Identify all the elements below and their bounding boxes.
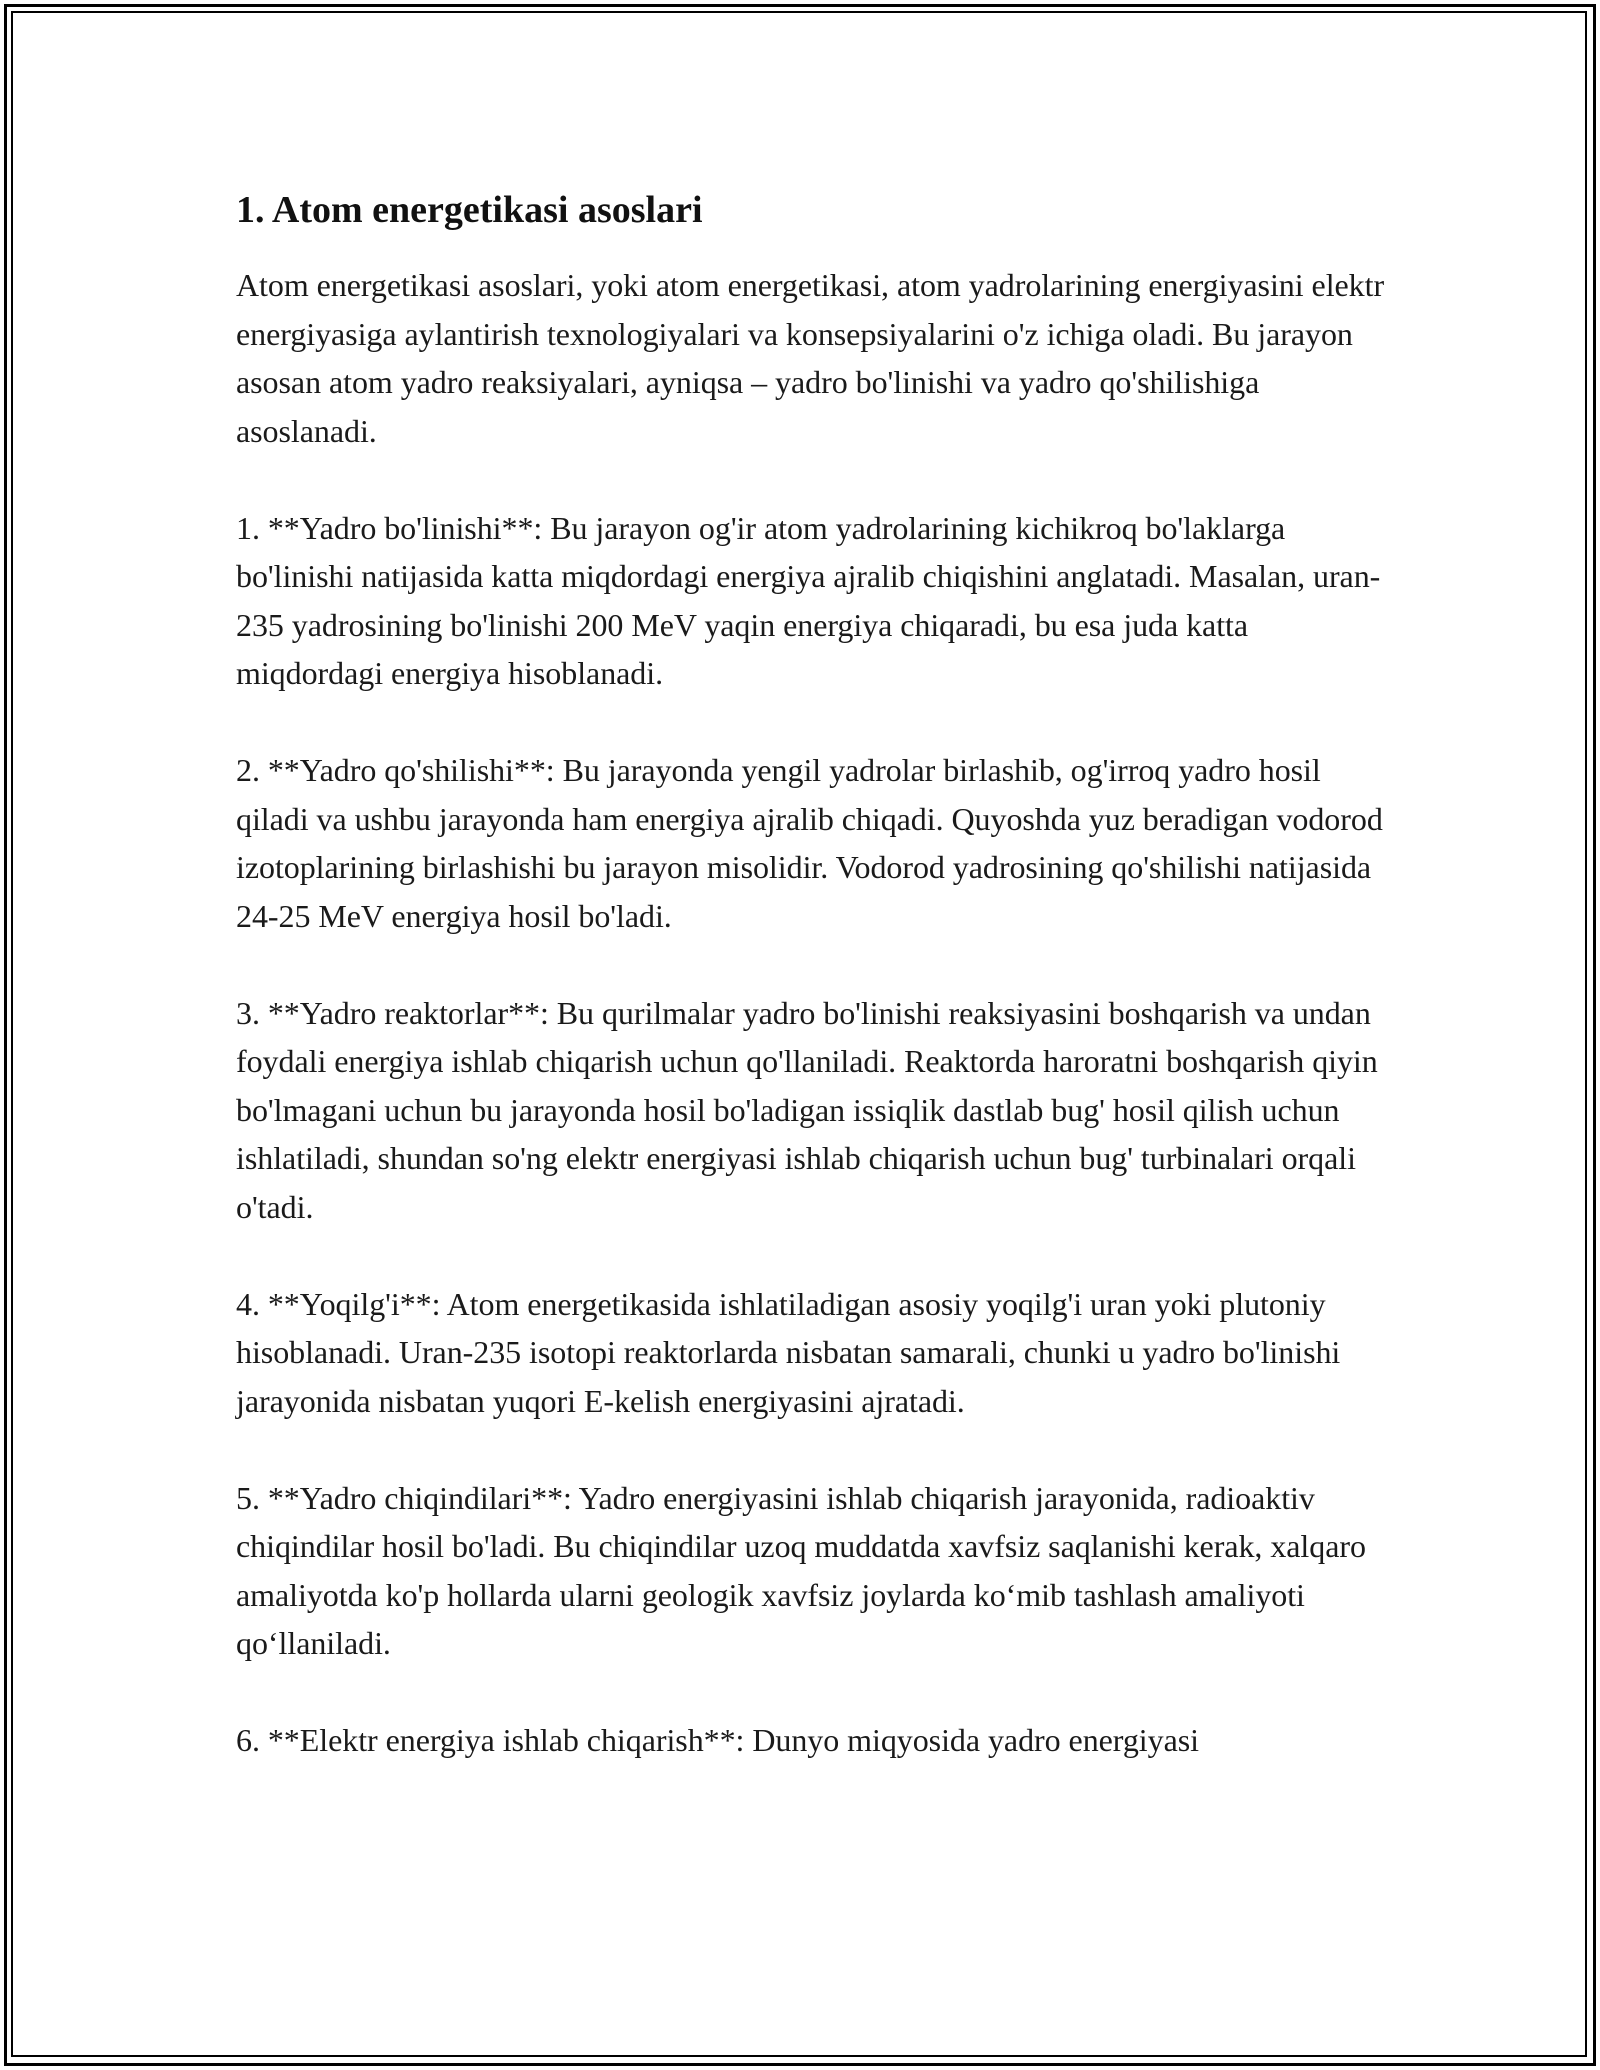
document-body [236,186,1386,1813]
list-item-yadro-chiqindilari: 5. **Yadro chiqindilari**: Yadro energiyasini ishlab chiqarish jarayonida, radioaktiv chiqindilar hosil bo'ladi. Bu chiqindilar uzoq muddatda xavfsiz saqlanishi kerak, xalqaro amaliyotda ko'p hollarda ularni geologik xavfsiz joylarda ko‘mib tashlash amaliyoti qo‘llaniladi. [236,1479,1366,1661]
list-item-yadro-bolinishi: 1. **Yadro bo'linishi**: Bu jarayon og'ir atom yadrolarining kichikroq bo'laklarga bo'linishi natijasida katta miqdordagi energiya ajralib chiqishini anglatadi. Masalan, uran-235 yadrosining bo'linishi 200 MeV yaqin energiya chiqaradi, bu esa juda katta miqdordagi energiya hisoblanadi. [236,509,1381,691]
list-item-yadro-reaktorlar: 3. **Yadro reaktorlar**: Bu qurilmalar yadro bo'linishi reaksiyasini boshqarish va undan foydali energiya ishlab chiqarish uchun qo'llaniladi. Reaktorda haroratni boshqarish qiyin bo'lmagani uchun bu jarayonda hosil bo'ladigan issiqlik dastlab bug' hosil qilish uchun ishlatiladi, shundan so'ng elektr energiyasi ishlab chiqarish uchun bug' turbinalari orqali o'tadi. [236,994,1378,1225]
section-heading: 1. Atom energetikasi asoslari [236,189,703,231]
list-item-yoqilgi: 4. **Yoqilg'i**: Atom energetikasida ishlatiladigan asosiy yoqilg'i uran yoki plutoniy hisoblanadi. Uran-235 isotopi reaktorlarda nisbatan samarali, chunki u yadro bo'linishi jarayonida nisbatan yuqori E-kelish energiyasini ajratadi. [236,1285,1341,1419]
list-item-yadro-qoshilishi: 2. **Yadro qo'shilishi**: Bu jarayonda yengil yadrolar birlashib, og'irroq yadro hosil qiladi va ushbu jarayonda ham energiya ajralib chiqadi. Quyoshda yuz beradigan vodorod izotoplarining birlashishi bu jarayon misolidir. Vodorod yadrosining qo'shilishi natijasida 24-25 MeV energiya hosil bo'ladi. [236,752,1383,934]
intro-paragraph: Atom energetikasi asoslari, yoki atom energetikasi, atom yadrolarining energiyasini elektr energiyasiga aylantirish texnologiyalari va konsepsiyalarini o'z ichiga oladi. Bu jarayon asosan atom yadro reaksiyalari, ayniqsa – yadro bo'linishi va yadro qo'shilishiga asoslanadi. [236,267,1385,449]
list-item-elektr-energiya: 6. **Elektr energiya ishlab chiqarish**: Dunyo miqyosida yadro energiyasi [236,1722,1199,1758]
